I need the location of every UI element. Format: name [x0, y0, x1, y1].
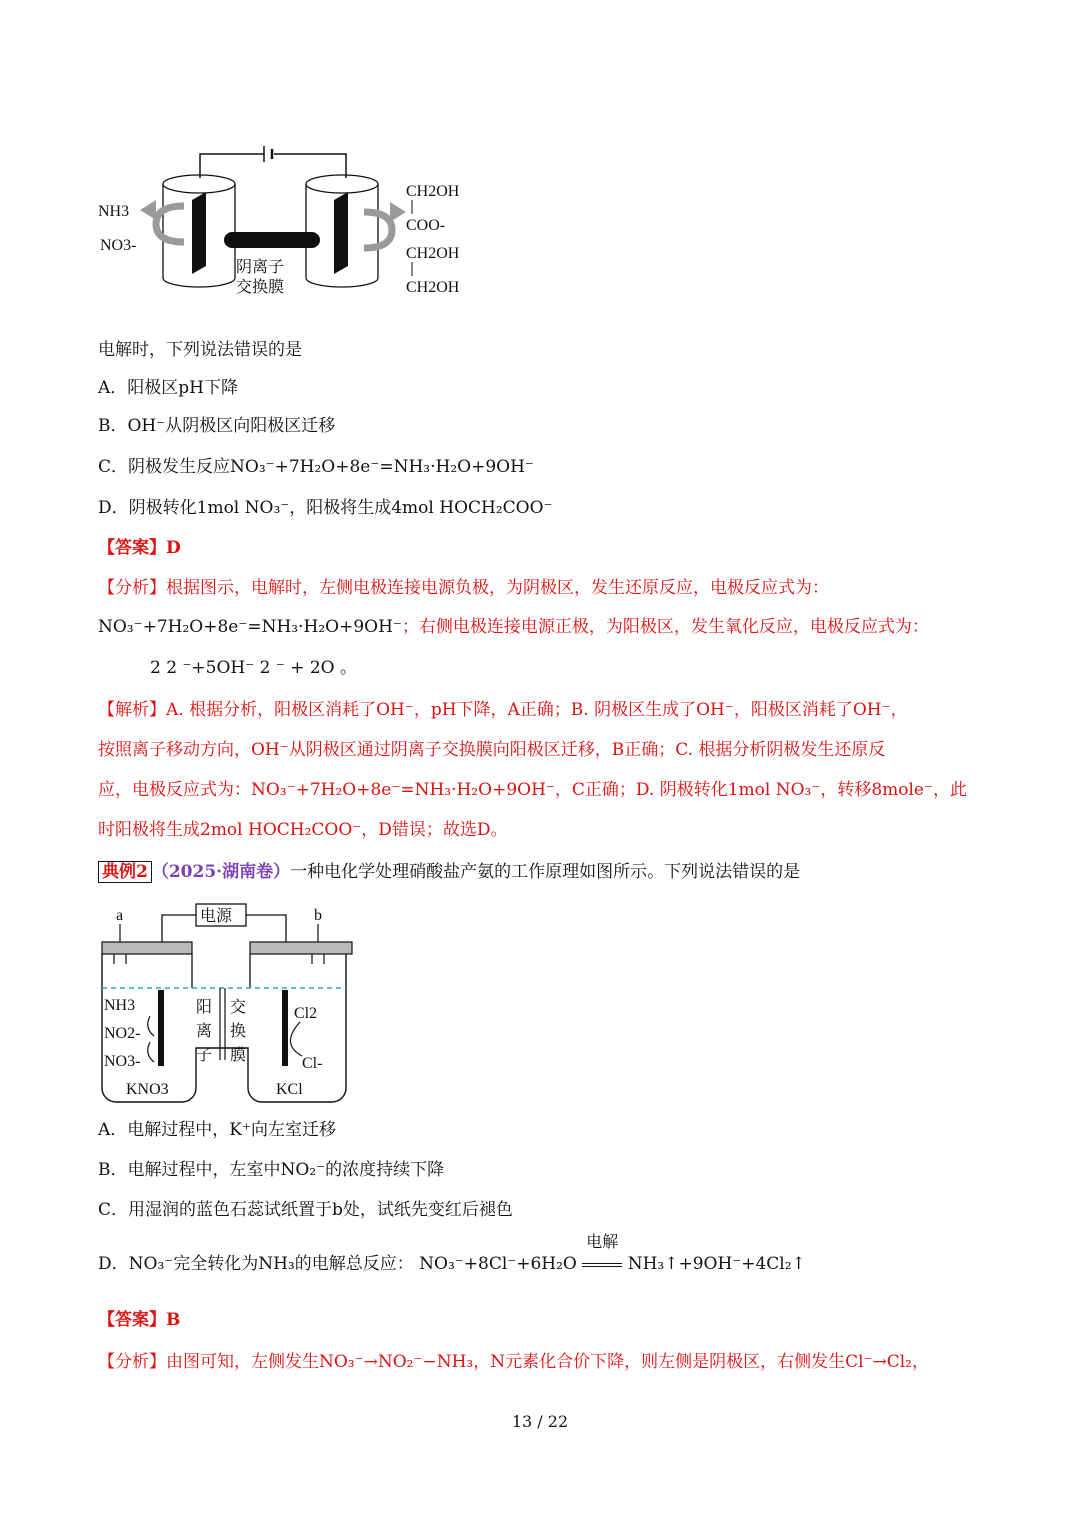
fig1-membrane-label-2: 交换膜	[236, 279, 285, 296]
fig2-left-salt: KNO3	[126, 1081, 169, 1098]
q1-analysis-line-2	[98, 615, 929, 639]
q1-answer: 【答案】D	[98, 538, 181, 558]
q1-option-b: B．OH⁻从阴极区向阳极区迁移	[98, 416, 336, 436]
q2-option-d	[98, 1232, 806, 1276]
q1-analysis-anode-text: ；右侧电极连接电源正极，为阳极区，发生氧化反应，电极反应式为：	[401, 617, 929, 637]
fig1-label-r2: COO-	[406, 217, 446, 234]
fig2-label-b: b	[314, 907, 322, 924]
fig1-label-r1: CH2OH	[406, 183, 460, 200]
q1-explain-line-4: 时阳极将生成2mol HOCH₂COO⁻，D错误；故选D。	[98, 820, 508, 840]
fig2-left-species-3: NO3-	[104, 1053, 141, 1070]
fig1-membrane-label-1: 阴离子	[236, 259, 285, 276]
q1-option-a: A．阳极区pH下降	[98, 378, 238, 398]
q1-explain-line-3: 应，电极反应式为：NO₃⁻+7H₂O+8e⁻=NH₃·H₂O+9OH⁻，C正确；D. 阴极转化1mol NO₃⁻，转移8mole⁻，此	[98, 780, 967, 800]
q1-option-c: C．阴极发生反应NO₃⁻+7H₂O+8e⁻=NH₃·H₂O+9OH⁻	[98, 457, 534, 477]
fig2-left-species-1: NH3	[104, 997, 136, 1014]
q2-option-a: A．电解过程中，K⁺向左室迁移	[98, 1120, 336, 1140]
fig2-right-salt: KCl	[276, 1081, 303, 1098]
fig2-membrane-right-3: 膜	[230, 1047, 247, 1064]
q2-answer: 【答案】B	[98, 1310, 181, 1330]
q2-option-b: B．电解过程中，左室中NO₂⁻的浓度持续下降	[98, 1160, 445, 1180]
fig2-power-label: 电源	[200, 908, 233, 925]
fig2-membrane-left-3: 子	[196, 1047, 213, 1064]
q2-analysis: 【分析】由图可知，左侧发生NO₃⁻→NO₂⁻−NH₃，N元素化合价下降，则左侧是阴极区，右侧发生Cl⁻→Cl₂，	[98, 1352, 929, 1372]
figure-1-electrolysis-cell	[96, 140, 476, 310]
q2-option-d-prefix: D．NO₃⁻完全转化为NH₃的电解总反应：	[98, 1254, 414, 1274]
q1-analysis-line-1: 【分析】根据图示，电解时，左侧电极连接电源负极，为阴极区，发生还原反应，电极反应式为：	[98, 578, 829, 598]
figure-2-electrolysis-cell	[96, 898, 358, 1108]
fig1-label-r3: CH2OH	[406, 245, 460, 262]
example-2-tag: 典例2	[98, 861, 152, 883]
q2-condition-label: 电解	[586, 1232, 619, 1251]
fig2-membrane-right-1: 交	[230, 999, 247, 1016]
q2-electrolysis-condition	[582, 1232, 622, 1276]
fig2-membrane-left-1: 阳	[196, 999, 213, 1016]
q2-option-c: C．用湿润的蓝色石蕊试纸置于b处，试纸先变红后褪色	[98, 1200, 513, 1220]
fig1-label-nh3: NH3	[98, 203, 130, 220]
fig1-label-no3: NO3-	[100, 237, 137, 254]
q1-analysis-line-3: 2 2 ⁻+5OH⁻ 2 ⁻ + 2O 。	[150, 658, 358, 678]
example-2-stem: 一种电化学处理硝酸盐产氨的工作原理如图所示。下列说法错误的是	[290, 862, 801, 882]
fig2-right-species-1: Cl2	[294, 1005, 318, 1022]
q1-explain-line-2: 按照离子移动方向，OH⁻从阴极区通过阴离子交换膜向阳极区迁移，B正确；C. 根据分析阴极发生还原反	[98, 740, 886, 760]
page-number: 13 / 22	[511, 1412, 569, 1431]
q2-option-d-left: NO₃⁻+8Cl⁻+6H₂O	[419, 1254, 577, 1274]
q1-stem: 电解时，下列说法错误的是	[98, 340, 302, 360]
example-2-source: （2025·湖南卷）	[151, 862, 291, 882]
fig2-right-species-2: Cl-	[302, 1055, 323, 1072]
fig2-membrane-left-2: 离	[196, 1023, 213, 1040]
fig2-membrane-right-2: 换	[230, 1023, 247, 1040]
q1-option-d: D．阴极转化1mol NO₃⁻，阳极将生成4mol HOCH₂COO⁻	[98, 498, 553, 518]
fig2-left-species-2: NO2-	[104, 1025, 141, 1042]
q2-option-d-right: NH₃↑+9OH⁻+4Cl₂↑	[627, 1254, 806, 1274]
fig1-label-r4: CH2OH	[406, 279, 460, 296]
fig2-label-a: a	[116, 907, 124, 924]
q1-cathode-equation: NO₃⁻+7H₂O+8e⁻=NH₃·H₂O+9OH⁻	[98, 617, 402, 637]
q1-explain-line-1: 【解析】A. 根据分析，阳极区消耗了OH⁻，pH下降，A正确；B. 阴极区生成了OH⁻，阳极区消耗了OH⁻，	[98, 700, 908, 720]
example-2-heading	[98, 860, 800, 884]
